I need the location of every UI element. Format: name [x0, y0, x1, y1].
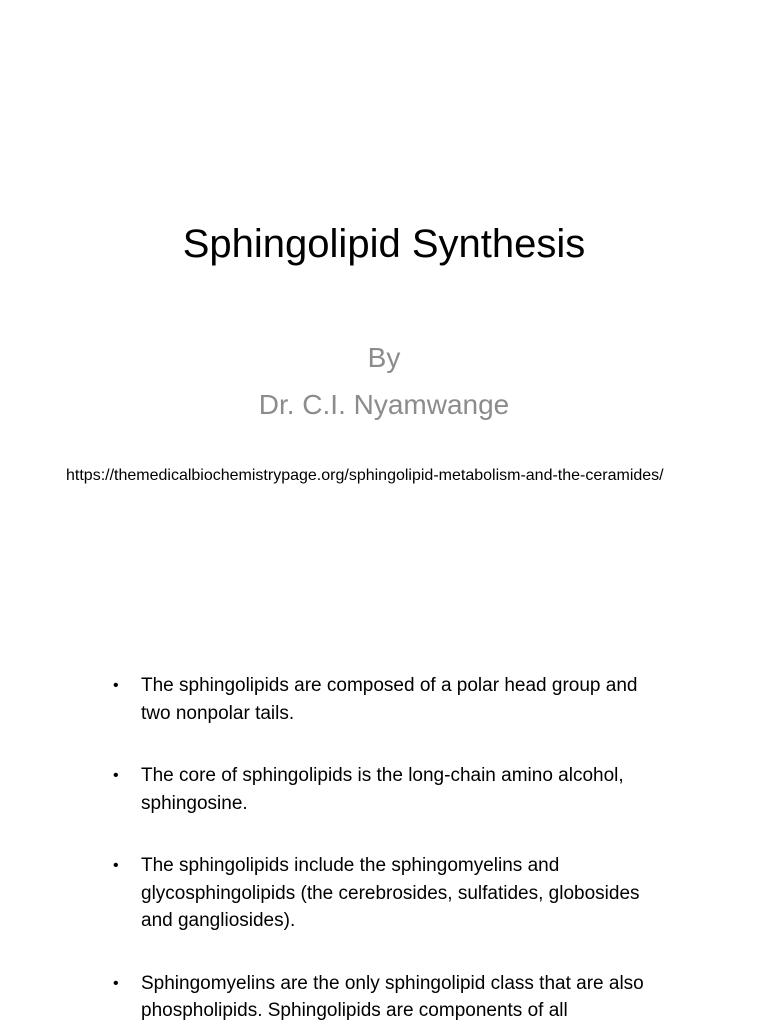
bullet-text: Sphingomyelins are the only sphingolipid class that are also phospholipids. Sphingolipids are components of all: [141, 972, 644, 1021]
subtitle-author: Dr. C.I. Nyamwange: [258, 389, 510, 420]
bullet-text: The core of sphingolipids is the long-chain amino alcohol, sphingosine.: [141, 765, 624, 814]
bullet-text: The sphingolipids include the sphingomyelins and glycosphingolipids (the cerebrosides, sulfatides, globosides and gangliosides).: [141, 855, 640, 931]
bullet-text: The sphingolipids are composed of a polar head group and two nonpolar tails.: [141, 675, 638, 724]
slide-title: Sphingolipid Synthesis: [182, 222, 586, 266]
bullet-icon: •: [113, 767, 119, 784]
bullet-icon: •: [113, 857, 119, 874]
slide-subtitle: [0, 334, 768, 428]
content-slide: [0, 580, 768, 1024]
subtitle-by: By: [367, 342, 401, 373]
list-item: [110, 852, 650, 935]
bullet-icon: •: [113, 677, 119, 694]
bullet-icon: •: [113, 974, 119, 992]
list-item: [110, 762, 650, 817]
bullet-list: [110, 672, 650, 1024]
list-item: [110, 672, 650, 727]
source-link[interactable]: https://themedicalbiochemistrypage.org/sphingolipid-metabolism-and-the-ceramides/: [66, 467, 664, 484]
list-item: [110, 970, 650, 1024]
